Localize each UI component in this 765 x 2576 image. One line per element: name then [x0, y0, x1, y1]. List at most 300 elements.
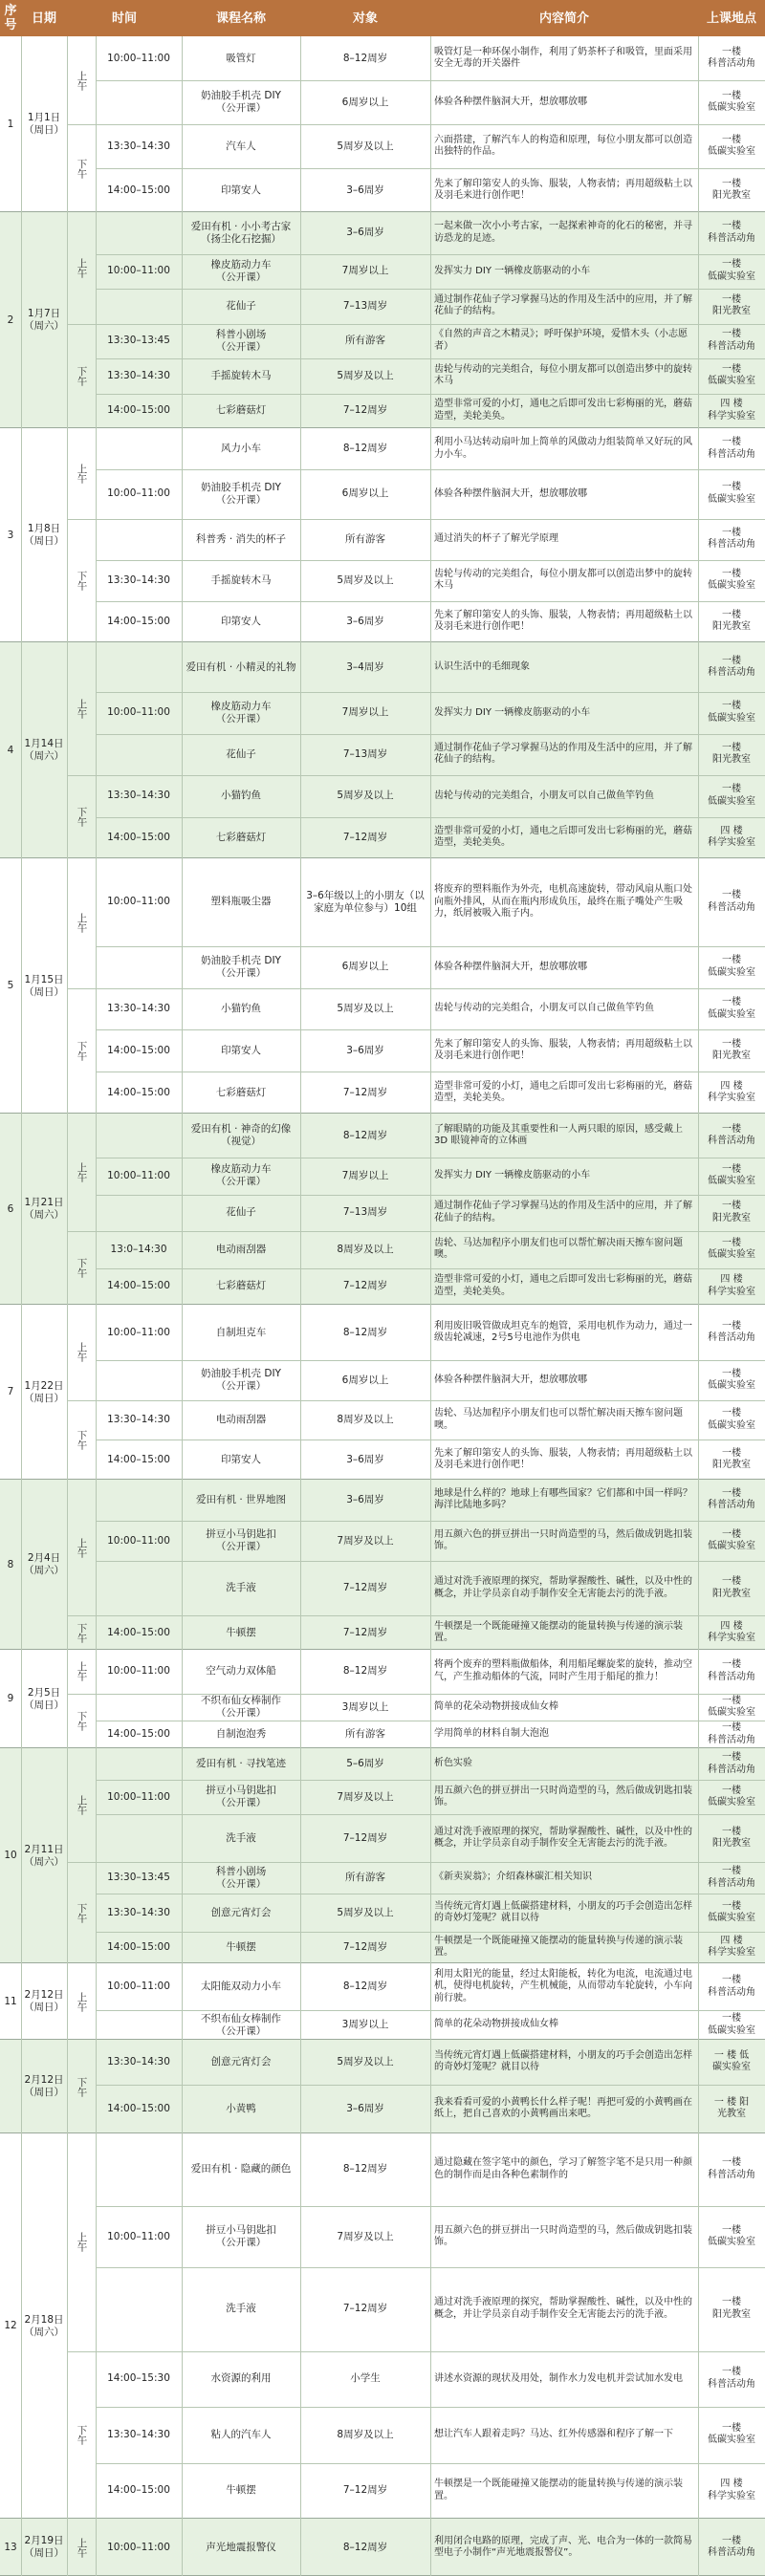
course-name: 小黄鸭	[226, 2102, 256, 2114]
course-name: 水资源的利用	[210, 2372, 272, 2385]
afternoon-label: 下午	[76, 158, 88, 179]
time-cell	[96, 1561, 182, 1615]
time-cell: 14:00–15:00	[107, 1044, 170, 1056]
location: 一楼 阳光教室	[712, 742, 751, 766]
location: 四 楼 科学实验室	[708, 1935, 755, 1959]
location: 一楼 科普活动角	[708, 437, 755, 460]
audience: 8–12周岁	[342, 52, 388, 64]
column-divider	[698, 36, 699, 2576]
group-date: 1月15日 （周日）	[24, 973, 64, 998]
morning-label: 上午	[76, 1661, 88, 1682]
description: 齿轮与传动的完美组合，每位小朋友都可以创造出梦中的旋转木马	[434, 568, 692, 592]
header-location: 上课地点	[706, 11, 756, 26]
group-date: 1月1日 （周日）	[24, 112, 64, 136]
audience: 7–12周岁	[342, 1280, 388, 1292]
audience: 8周岁及以上	[337, 1243, 394, 1255]
column-divider	[430, 36, 431, 2576]
course-name: 七彩蘑菇灯	[215, 1086, 267, 1098]
audience: 5–6周岁	[346, 1758, 384, 1770]
course-name: 小猫钓鱼	[221, 1003, 261, 1015]
audience: 8–12周岁	[342, 443, 388, 455]
description: 通过制作花仙子学习掌握马达的作用及生活中的应用，并了解花仙子的结构。	[434, 1201, 692, 1223]
location: 一楼 低碳实验室	[708, 259, 755, 282]
audience: 3–6周岁	[346, 1044, 384, 1056]
course-name: 汽车人	[226, 140, 256, 152]
description: 讲述水资源的现状及用处，制作水力发电机并尝试加水发电	[434, 2372, 683, 2384]
description: 当传统元宵灯遇上低碳搭建材料，小朋友的巧手会创造出怎样的奇妙灯笼呢？就目以待	[434, 2049, 692, 2073]
description: 析色实验	[434, 1758, 472, 1769]
description: 用五颜六色的拼豆拼出一只时尚造型的马，然后做成钥匙扣装饰。	[434, 1785, 692, 1808]
course-name: 印第安人	[221, 184, 261, 196]
audience: 7–12周岁	[342, 1086, 388, 1098]
morning-label: 上午	[76, 1795, 88, 1816]
description: 简单的花朵动物拼接成仙女棒	[434, 2019, 558, 2030]
description: 牛顿摆是一个既能碰撞又能摆动的能量转换与传递的演示装置。	[434, 1620, 683, 1644]
time-cell: 10:00–11:00	[107, 896, 170, 908]
morning-label: 上午	[76, 2232, 88, 2253]
course-name: 七彩蘑菇灯	[215, 404, 267, 417]
course-name: 科普小剧场 （公开课）	[215, 328, 267, 353]
course-name: 七彩蘑菇灯	[215, 1280, 267, 1292]
description: 齿轮、马达加程序小朋友们也可以帮忙解决雨天擦车窗问题噢。	[434, 1237, 683, 1261]
description: 一起来做一次小小考古家，一起探索神奇的化石的秘密，并寻访恐龙的足迹。	[434, 221, 692, 244]
morning-label: 上午	[76, 913, 88, 934]
course-name: 自制泡泡秀	[215, 1728, 267, 1741]
group-number: 3	[7, 529, 14, 541]
group-number	[0, 2040, 21, 2133]
audience: 小学生	[350, 2372, 381, 2385]
course-name: 印第安人	[221, 1044, 261, 1056]
description: 造型非常可爱的小灯，通电之后即可发出七彩梅丽的光，蘑菇造型，美轮美奂。	[434, 825, 692, 849]
location: 一楼 阳光教室	[712, 178, 751, 201]
time-cell: 14:00–15:00	[107, 1940, 170, 1953]
group-number: 5	[7, 980, 14, 991]
header-target: 对象	[352, 11, 378, 26]
audience: 8周岁及以上	[337, 1414, 394, 1426]
audience: 7–13周岁	[342, 747, 388, 760]
audience: 5周岁及以上	[337, 574, 394, 586]
afternoon-label: 下午	[76, 1429, 88, 1450]
description: 吸管灯是一种环保小制作，利用了奶茶杯子和吸管，里面采用安全无毒的开关器件	[434, 46, 692, 69]
time-cell: 10:00–11:00	[107, 265, 170, 277]
location: 一楼 阳光教室	[712, 1447, 751, 1471]
audience: 7–12周岁	[342, 404, 388, 417]
afternoon-label: 下午	[76, 2076, 88, 2097]
course-name: 爱田有机 · 小精灵的礼物	[186, 660, 296, 673]
group-date: 2月12日 （周日）	[24, 1989, 64, 2013]
course-name: 声光地震报警仪	[206, 2541, 276, 2553]
course-name: 奶油胶手机壳 DIY （公开课）	[201, 481, 281, 506]
description: 造型非常可爱的小灯，通电之后即可发出七彩梅丽的光，蘑菇造型，美轮美奂。	[434, 399, 692, 422]
location: 一楼 科普活动角	[708, 46, 755, 69]
audience: 6周岁以上	[341, 961, 389, 973]
audience: 3–6周岁	[346, 1493, 384, 1505]
location: 一楼 科普活动角	[708, 2535, 755, 2558]
group-date: 1月8日 （周日）	[24, 523, 64, 547]
header-date: 日期	[31, 11, 56, 26]
course-name: 牛顿摆	[226, 2484, 256, 2497]
table-header	[0, 0, 765, 36]
course-name: 爱田有机 · 隐藏的颜色	[190, 2163, 292, 2176]
audience: 3周岁以上	[341, 2019, 389, 2031]
course-name: 七彩蘑菇灯	[215, 831, 267, 843]
group-date: 1月7日 （周六）	[24, 308, 64, 332]
description: 了解眼睛的功能及其重要性和一人两只眼的原因，感受戴上 3D 眼镜神奇的立体画	[434, 1123, 683, 1147]
description: 先来了解印第安人的头饰、服装，人物表情；再用超级粘土以及羽毛来进行创作吧！	[434, 178, 692, 201]
location: 一楼 低碳实验室	[708, 90, 755, 113]
audience: 7–12周岁	[342, 1940, 388, 1953]
audience: 3–6周岁	[346, 227, 384, 239]
course-name: 塑料瓶吸尘器	[210, 896, 272, 908]
course-name: 空气动力双体船	[206, 1665, 276, 1678]
description: 体验各种摆件脑洞大开，想放哪放哪	[434, 961, 587, 972]
time-cell: 14:00–15:00	[107, 615, 170, 627]
description: 通过制作花仙子学习掌握马达的作用及生活中的应用，并了解花仙子的结构。	[434, 293, 692, 317]
morning-label: 上午	[76, 70, 88, 91]
location: 一楼 低碳实验室	[708, 363, 755, 387]
audience: 3–6周岁	[346, 1453, 384, 1465]
course-name: 洗手液	[226, 1831, 256, 1844]
location: 一楼 阳光教室	[712, 1038, 751, 1062]
group-number: 7	[7, 1386, 14, 1397]
time-cell	[96, 1195, 182, 1231]
audience: 3–6周岁	[346, 2102, 384, 2114]
description: 当传统元宵灯遇上低碳搭建材料，小朋友的巧手会创造出怎样的奇妙灯笼呢？就目以待	[434, 1900, 692, 1924]
course-name: 不织布仙女棒制作 （公开课）	[201, 1695, 281, 1720]
audience: 7–12周岁	[342, 1582, 388, 1594]
afternoon-label: 下午	[76, 1622, 88, 1643]
column-divider	[21, 36, 22, 2576]
header-course: 课程名称	[215, 11, 266, 26]
header-no: 序号	[4, 4, 17, 32]
time-cell: 14:00–15:00	[107, 2484, 170, 2497]
audience: 8–12周岁	[342, 1129, 388, 1141]
description: 用五颜六色的拼豆拼出一只时尚造型的马，然后做成钥匙扣装饰。	[434, 1528, 692, 1552]
location: 一 楼 阳 光教室	[713, 2096, 750, 2120]
location: 一楼 低碳实验室	[708, 1163, 755, 1187]
time-cell: 14:00–15:00	[107, 831, 170, 843]
time-cell: 13:30–14:30	[107, 1414, 170, 1426]
location: 四 楼 科学实验室	[708, 1274, 755, 1297]
time-cell: 10:00–11:00	[107, 706, 170, 719]
location: 一楼 低碳实验室	[708, 134, 755, 157]
description: 齿轮与传动的完美组合，小朋友可以自己做鱼竿钓鱼	[434, 790, 654, 801]
location: 一楼 阳光教室	[712, 1576, 751, 1599]
group-number: 6	[7, 1202, 14, 1215]
audience: 6周岁以上	[341, 487, 389, 500]
audience: 3周岁以上	[341, 1700, 389, 1713]
course-name: 花仙子	[226, 1206, 256, 1219]
group-date: 1月21日 （周六）	[24, 1197, 64, 1221]
group-date: 1月14日 （周六）	[24, 738, 64, 762]
audience: 7–12周岁	[342, 1831, 388, 1844]
location: 四 楼 科学实验室	[708, 1080, 755, 1104]
time-cell: 10:00–11:00	[107, 2541, 170, 2553]
time-cell	[96, 428, 182, 469]
audience: 5周岁及以上	[337, 140, 394, 152]
audience: 7周岁及以上	[337, 1534, 394, 1547]
location: 一楼 低碳实验室	[708, 997, 755, 1020]
group-date: 2月18日 （周六）	[24, 2313, 64, 2338]
audience: 7–12周岁	[342, 1626, 388, 1638]
location: 一楼 低碳实验室	[708, 2013, 755, 2036]
location: 一楼 低碳实验室	[708, 568, 755, 592]
description: 《新卖炭翁》；介绍森林碳汇相关知识	[434, 1872, 592, 1883]
location: 一楼 科普活动角	[708, 890, 755, 913]
time-cell	[96, 1814, 182, 1862]
course-name: 爱田有机 · 神奇的幻像（视觉）	[190, 1123, 292, 1148]
location: 一楼 阳光教室	[712, 1826, 751, 1850]
description: 我来看看可爱的小黄鸭长什么样子呢！再把可爱的小黄鸭画在纸上，把自己喜欢的小黄鸭画出来吧。	[434, 2096, 692, 2120]
description: 认识生活中的毛细现象	[434, 660, 530, 672]
course-name: 太阳能双动力小车	[201, 1981, 281, 1993]
audience: 3–4周岁	[346, 660, 384, 673]
afternoon-label: 下午	[76, 807, 88, 828]
description: 利用废旧吸管做成坦克车的炮管，采用电机作为动力，通过一级齿轮减速，2号5号电池作为供电	[434, 1320, 692, 1344]
audience: 3–6周岁	[346, 184, 384, 196]
time-cell: 14:00–15:00	[107, 184, 170, 196]
morning-label: 上午	[76, 1991, 88, 2012]
course-name: 吸管灯	[226, 52, 256, 64]
time-cell	[96, 2010, 182, 2040]
description: 通过对洗手液原理的探究，帮助掌握酸性、碱性，以及中性的概念，并让学员亲自动手制作安全无害能去污的洗手液。	[434, 1576, 692, 1599]
group-number: 12	[4, 2320, 17, 2331]
audience: 8–12周岁	[342, 1665, 388, 1678]
course-name: 印第安人	[221, 615, 261, 627]
audience: 7–13周岁	[342, 299, 388, 312]
time-cell	[96, 642, 182, 692]
audience: 7周岁及以上	[337, 1790, 394, 1803]
description: 通过对洗手液原理的探究，帮助掌握酸性、碱性，以及中性的概念，并让学员亲自动手制作安全无害能去污的洗手液。	[434, 2297, 692, 2320]
group-date: 2月4日 （周六）	[24, 1552, 64, 1576]
time-cell: 13:30–13:45	[107, 1872, 170, 1884]
description: 牛顿摆是一个既能碰撞又能摆动的能量转换与传递的演示装置。	[434, 1935, 683, 1959]
morning-label: 上午	[76, 257, 88, 278]
time-cell	[96, 1748, 182, 1780]
header-content: 内容简介	[538, 11, 589, 26]
location: 一楼 科普活动角	[708, 221, 755, 244]
time-cell	[96, 289, 182, 323]
audience: 5周岁及以上	[337, 790, 394, 802]
audience: 5周岁及以上	[337, 2055, 394, 2067]
description: 地球是什么样的？地球上有哪些国家？它们都和中国一样吗？海洋比陆地多吗？	[434, 1487, 692, 1511]
time-cell: 10:00–11:00	[107, 1326, 170, 1338]
description: 利用太阳光的能量，经过太阳能板，转化为电流，电流通过电机，使得电机旋转，产生机械能，从而带动车轮旋转，小车向前行驶。	[434, 1968, 692, 2003]
time-cell: 14:00–15:00	[107, 1728, 170, 1741]
morning-label: 上午	[76, 1537, 88, 1558]
location: 一楼 科普活动角	[708, 2157, 755, 2180]
column-divider	[300, 36, 301, 2576]
time-cell: 10:00–11:00	[107, 1665, 170, 1678]
location: 一楼 低碳实验室	[708, 1237, 755, 1261]
location: 一楼 科普活动角	[708, 1659, 755, 1682]
description: 体验各种摆件脑洞大开，想放哪放哪	[434, 96, 587, 107]
location: 一楼 低碳实验室	[708, 784, 755, 807]
time-cell: 14:00–15:00	[107, 1453, 170, 1465]
group-number: 4	[7, 744, 14, 756]
description: 通过隐藏在签字笔中的颜色，学习了解签字笔不是只用一种颜色的制作而是由各种色素制作的	[434, 2157, 692, 2180]
time-cell: 10:00–11:00	[107, 1790, 170, 1803]
time-cell: 13:30–14:30	[107, 790, 170, 802]
description: 发挥实力 DIY 一辆橡皮筋驱动的小车	[434, 706, 591, 718]
time-cell: 13:30–14:30	[107, 140, 170, 152]
group-number: 8	[7, 1558, 14, 1570]
description: 先来了解印第安人的头饰、服装，人物表情；再用超级粘土以及羽毛来进行创作吧！	[434, 1447, 692, 1471]
course-name: 牛顿摆	[226, 1626, 256, 1638]
course-name: 拼豆小马钥匙扣 （公开课）	[206, 2224, 276, 2249]
afternoon-label: 下午	[76, 1902, 88, 1923]
audience: 所有游客	[345, 1872, 385, 1884]
audience: 8–12周岁	[342, 1326, 388, 1338]
time-cell	[96, 1694, 182, 1721]
group-date: 2月11日 （周六）	[24, 1843, 64, 1868]
location: 四 楼 科学实验室	[708, 399, 755, 422]
time-cell: 10:00–11:00	[107, 1981, 170, 1993]
description: 简单的花朵动物拼接成仙女棒	[434, 1700, 558, 1712]
audience: 5周岁及以上	[337, 1003, 394, 1015]
audience: 7周岁以上	[341, 265, 389, 277]
group-number: 9	[7, 1693, 14, 1704]
time-cell	[96, 212, 182, 254]
course-name: 爱田有机 · 小小考古家（扬尘化石挖掘）	[190, 220, 292, 245]
course-name: 橡皮筋动力车 （公开课）	[210, 258, 272, 283]
description: 先来了解印第安人的头饰、服装，人物表情；再用超级粘土以及羽毛来进行创作吧！	[434, 609, 692, 633]
group-date: 1月22日 （周日）	[24, 1379, 64, 1404]
description: 用五颜六色的拼豆拼出一只时尚造型的马，然后做成钥匙扣装饰。	[434, 2224, 692, 2248]
course-name: 科普小剧场 （公开课）	[215, 1865, 267, 1890]
description: 将废弃的塑料瓶作为外壳，电机高速旋转，带动风扇从瓶口处向瓶外排风，从而在瓶内形成负压，最终在瓶子嘴处产生吸力，纸屑被吸入瓶子内。	[434, 884, 692, 920]
location: 一楼 阳光教室	[712, 1201, 751, 1223]
description: 想让汽车人跟着走吗？马达、红外传感器和程序了解一下	[434, 2429, 673, 2440]
morning-label: 上午	[76, 2537, 88, 2558]
location: 一楼 低碳实验室	[708, 482, 755, 505]
morning-label: 上午	[76, 1342, 88, 1363]
course-name: 奶油胶手机壳 DIY （公开课）	[201, 90, 281, 114]
description: 利用闭合电路的原理，完成了声、光、电合为一体的一款简易型电子小制作“声光地震报警仪”。	[434, 2535, 692, 2558]
location: 一楼 阳光教室	[712, 293, 751, 317]
time-cell: 14:00–15:00	[107, 1280, 170, 1292]
afternoon-label: 下午	[76, 1710, 88, 1731]
time-cell: 10:00–11:00	[107, 1169, 170, 1181]
time-cell	[96, 1360, 182, 1400]
time-cell: 13:30–14:30	[107, 2428, 170, 2440]
course-name: 拼豆小马钥匙扣 （公开课）	[206, 1785, 276, 1809]
group-number: 13	[4, 2541, 17, 2553]
location: 一楼 低碳实验室	[708, 955, 755, 978]
group-date: 2月12日 （周日）	[24, 2074, 64, 2098]
location: 一楼 科普活动角	[708, 1975, 755, 1998]
location: 一 楼 低 碳实验室	[712, 2049, 751, 2073]
morning-label: 上午	[76, 1162, 88, 1183]
location: 四 楼 科学实验室	[708, 2479, 755, 2501]
time-cell: 14:00–15:00	[107, 1626, 170, 1638]
time-cell: 10:00–11:00	[107, 487, 170, 500]
time-cell: 13:0–14:30	[110, 1243, 167, 1255]
course-name: 印第安人	[221, 1453, 261, 1465]
location: 四 楼 科学实验室	[708, 1620, 755, 1644]
column-divider	[182, 36, 183, 2576]
audience: 所有游客	[345, 532, 385, 545]
location: 一楼 科普活动角	[708, 1752, 755, 1775]
description: 体验各种摆件脑洞大开，想放哪放哪	[434, 487, 587, 499]
description: 将两个废弃的塑料瓶做船体，利用船尾螺旋桨的旋转，推动空气，产生推动船体的气流，同时产生用于船尾的推力！	[434, 1659, 692, 1682]
description: 牛顿摆是一个既能碰撞又能摆动的能量转换与传递的演示装置。	[434, 2479, 683, 2501]
time-cell: 13:30–13:45	[107, 335, 170, 347]
group-number: 11	[4, 1995, 17, 2007]
time-cell	[96, 80, 182, 124]
morning-label: 上午	[76, 463, 88, 484]
course-name: 牛顿摆	[226, 1940, 256, 1953]
course-name: 风力小车	[221, 443, 261, 455]
time-cell: 13:30–14:30	[107, 1003, 170, 1015]
description: 先来了解印第安人的头饰、服装，人物表情；再用超级粘土以及羽毛来进行创作吧！	[434, 1038, 692, 1062]
time-cell	[96, 1114, 182, 1158]
audience: 7–12周岁	[342, 2484, 388, 2497]
audience: 所有游客	[345, 335, 385, 347]
time-cell	[96, 946, 182, 988]
description: 发挥实力 DIY 一辆橡皮筋驱动的小车	[434, 1170, 591, 1181]
course-name: 电动雨刮器	[215, 1414, 267, 1426]
audience: 5周岁及以上	[337, 369, 394, 381]
audience: 7周岁及以上	[337, 2230, 394, 2242]
course-name: 拼豆小马钥匙扣 （公开课）	[206, 1528, 276, 1553]
course-name: 手摇旋转木马	[210, 574, 272, 586]
description: 六面搭建，了解汽车人的构造和原理，每位小朋友都可以创造出独特的作品。	[434, 134, 692, 157]
time-cell: 10:00–11:00	[107, 52, 170, 64]
audience: 7–12周岁	[342, 2303, 388, 2315]
afternoon-label: 下午	[76, 2424, 88, 2445]
description: 《自然的声音之木精灵》；呼吁保护环境，爱惜木头（小志愿者）	[434, 329, 688, 352]
course-name: 小猫钓鱼	[221, 790, 261, 802]
course-name: 奶油胶手机壳 DIY （公开课）	[201, 954, 281, 979]
location: 一楼 低碳实验室	[708, 1408, 755, 1431]
audience: 7–13周岁	[342, 1206, 388, 1219]
course-name: 手摇旋转木马	[210, 369, 272, 381]
course-name: 爱田有机 · 寻找笔迹	[195, 1758, 286, 1770]
description: 造型非常可爱的小灯，通电之后即可发出七彩梅丽的光，蘑菇造型，美轮美奂。	[434, 1274, 692, 1297]
location: 一楼 阳光教室	[712, 609, 751, 633]
header-time: 时间	[111, 11, 137, 26]
course-name: 创意元宵灯会	[210, 1906, 272, 1918]
audience: 7周岁以上	[341, 1169, 389, 1181]
course-name: 洗手液	[226, 2303, 256, 2315]
time-cell	[96, 519, 182, 560]
location: 一楼 低碳实验室	[708, 2224, 755, 2248]
location: 一楼 科普活动角	[708, 1123, 755, 1147]
group-date: 2月19日 （周日）	[24, 2535, 64, 2559]
description: 造型非常可爱的小灯，通电之后即可发出七彩梅丽的光，蘑菇造型，美轮美奂。	[434, 1080, 692, 1104]
column-divider	[96, 36, 97, 2576]
group-date: 2月5日 （周日）	[24, 1686, 64, 1711]
afternoon-label: 下午	[76, 1258, 88, 1279]
location: 四 楼 科学实验室	[708, 825, 755, 849]
location: 一楼 科普活动角	[708, 1320, 755, 1344]
group-number: 10	[4, 1850, 17, 1861]
time-cell: 13:30–14:30	[107, 369, 170, 381]
course-name: 花仙子	[226, 747, 256, 760]
audience: 3–6周岁	[346, 615, 384, 627]
location: 一楼 科普活动角	[708, 2367, 755, 2390]
afternoon-label: 下午	[76, 570, 88, 591]
audience: 6周岁以上	[341, 1374, 389, 1386]
description: 齿轮与传动的完美组合，每位小朋友都可以创造出梦中的旋转木马	[434, 363, 692, 387]
course-name: 橡皮筋动力车 （公开课）	[210, 700, 272, 725]
time-cell: 10:00–11:00	[107, 1534, 170, 1547]
course-name: 花仙子	[226, 299, 256, 312]
time-cell	[96, 734, 182, 775]
time-cell	[96, 2133, 182, 2206]
audience: 6周岁以上	[341, 96, 389, 108]
